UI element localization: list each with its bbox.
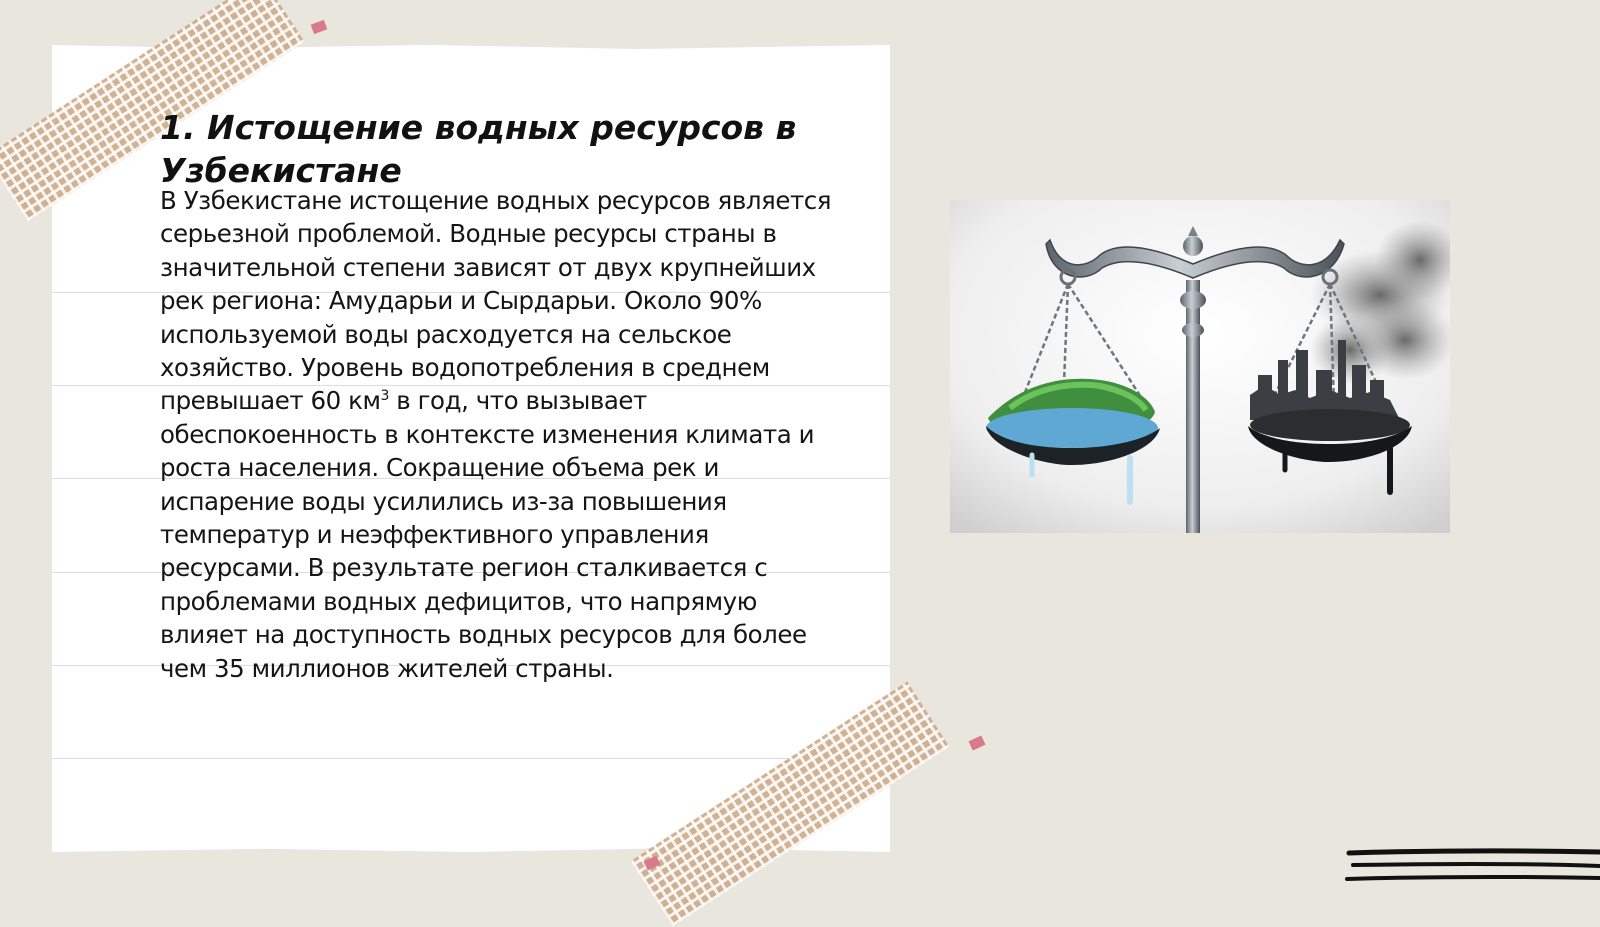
balance-scale-illustration <box>950 200 1450 533</box>
tape-corner-mark <box>969 736 986 751</box>
tape-corner-mark <box>311 20 328 34</box>
slide-title: 1. Истощение водных ресурсов в Узбекистане <box>160 108 797 190</box>
paper-ruled-line <box>52 758 890 759</box>
superscript-cubic: 3 <box>380 388 389 405</box>
scribble-decoration <box>1345 845 1600 895</box>
body-text-part-1: В Узбекистане истощение водных ресурсов является серьезной проблемой. Водные ресурсы страны в значительной степени зависят от двух крупнейших рек региона: Амударьи и Сырдарьи. Около 90% используемой воды расходуется на сельское хозяйство. Уровень водопотребления в среднем превышает 60 км <box>160 186 832 416</box>
slide-body-text <box>160 184 845 685</box>
body-text-part-2: в год, что вызывает обеспокоенность в контексте изменения климата и роста населения. Сокращение объема рек и испарение воды усилились из-за повышения температур и неэффективного управления ресурсами. В результате регион сталкивается с проблемами водных дефицитов, что напрямую влияет на доступность водных ресурсов для более чем 35 миллионов жителей страны. <box>160 386 815 683</box>
